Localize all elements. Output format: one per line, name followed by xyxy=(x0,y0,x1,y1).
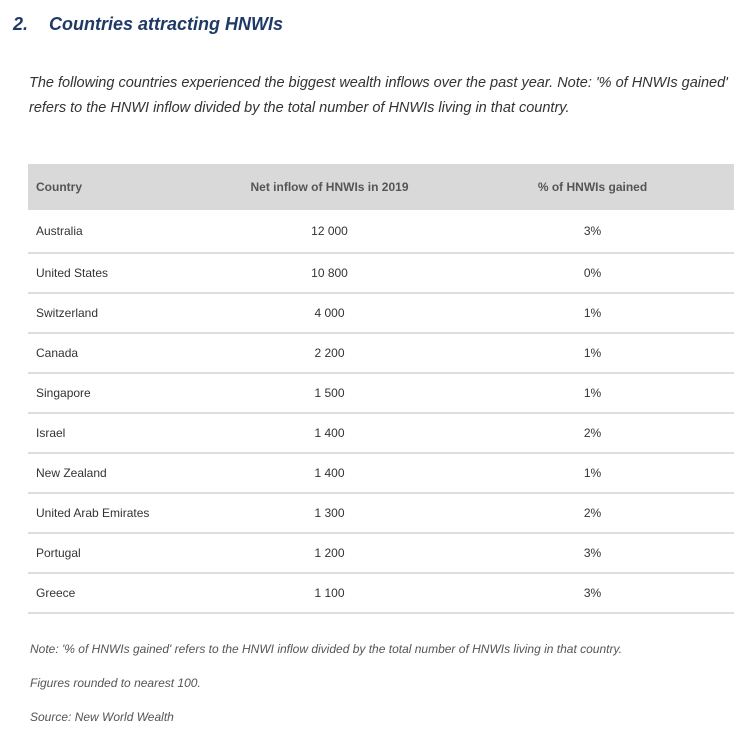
table-row xyxy=(28,493,734,533)
cell-net-inflow: 12 000 xyxy=(208,210,451,253)
cell-country: Greece xyxy=(28,573,208,613)
cell-net-inflow: 2 200 xyxy=(208,333,451,373)
cell-country: United Arab Emirates xyxy=(28,493,208,533)
cell-percent-gained: 1% xyxy=(451,333,734,373)
cell-net-inflow: 1 100 xyxy=(208,573,451,613)
table-row xyxy=(28,253,734,293)
note-source: Source: New World Wealth xyxy=(30,710,174,724)
cell-country: Israel xyxy=(28,413,208,453)
table-row xyxy=(28,413,734,453)
section-heading xyxy=(13,14,283,35)
section-title: Countries attracting HNWIs xyxy=(49,14,284,34)
cell-percent-gained: 1% xyxy=(451,293,734,333)
table-notes xyxy=(30,642,622,744)
cell-net-inflow: 10 800 xyxy=(208,253,451,293)
cell-percent-gained: 3% xyxy=(451,533,734,573)
section-number: 2. xyxy=(13,14,29,34)
intro-line-2: refers to the HNWI inflow divided by the total number of HNWIs living in that country. xyxy=(29,100,570,116)
cell-country: Portugal xyxy=(28,533,208,573)
cell-country: Singapore xyxy=(28,373,208,413)
header-net-inflow: Net inflow of HNWIs in 2019 xyxy=(208,164,451,210)
cell-country: Switzerland xyxy=(28,293,208,333)
cell-net-inflow: 1 300 xyxy=(208,493,451,533)
cell-percent-gained: 0% xyxy=(451,253,734,293)
cell-percent-gained: 1% xyxy=(451,373,734,413)
table-row xyxy=(28,373,734,413)
cell-percent-gained: 3% xyxy=(451,210,734,253)
cell-net-inflow: 1 400 xyxy=(208,453,451,493)
cell-percent-gained: 2% xyxy=(451,493,734,533)
note-rounding: Figures rounded to nearest 100. xyxy=(30,676,201,690)
cell-country: Australia xyxy=(28,210,208,253)
intro-line-1: The following countries experienced the biggest wealth inflows over the past year. Note: '% of HNWIs gained' xyxy=(29,75,728,91)
cell-country: United States xyxy=(28,253,208,293)
header-percent-gained: % of HNWIs gained xyxy=(451,164,734,210)
header-country: Country xyxy=(28,164,208,210)
cell-percent-gained: 1% xyxy=(451,453,734,493)
intro-paragraph xyxy=(29,71,749,121)
cell-country: New Zealand xyxy=(28,453,208,493)
table-row xyxy=(28,453,734,493)
table-row xyxy=(28,533,734,573)
table-row xyxy=(28,573,734,613)
table-header-row xyxy=(28,164,734,210)
table-row xyxy=(28,293,734,333)
cell-country: Canada xyxy=(28,333,208,373)
cell-percent-gained: 3% xyxy=(451,573,734,613)
cell-percent-gained: 2% xyxy=(451,413,734,453)
table-row xyxy=(28,333,734,373)
table-row xyxy=(28,210,734,253)
cell-net-inflow: 4 000 xyxy=(208,293,451,333)
cell-net-inflow: 1 500 xyxy=(208,373,451,413)
note-definition: Note: '% of HNWIs gained' refers to the HNWI inflow divided by the total number of HNWIs living in that country. xyxy=(30,642,622,656)
hnwi-inflow-table xyxy=(28,164,734,614)
cell-net-inflow: 1 200 xyxy=(208,533,451,573)
cell-net-inflow: 1 400 xyxy=(208,413,451,453)
